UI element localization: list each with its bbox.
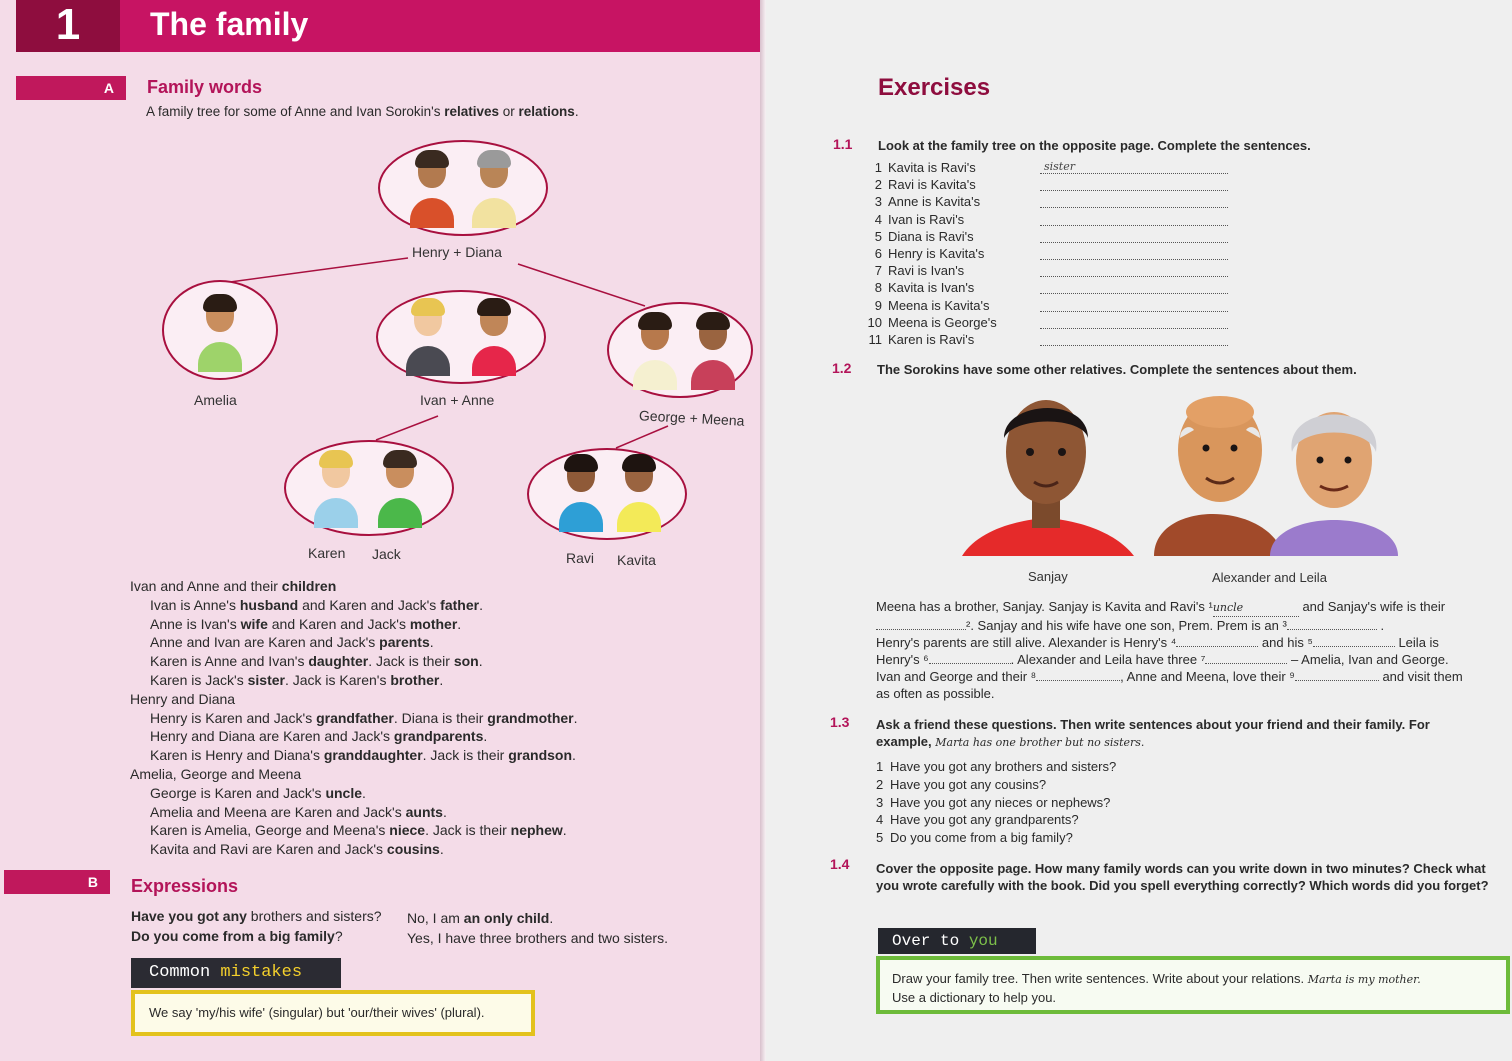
label-kavita: Kavita [617,552,656,568]
over-to-you-label-b: to [940,932,960,950]
question-1-rest: brothers and sisters? [246,908,382,924]
portrait-ivan-anne [376,290,546,384]
section-a-heading: Family words [147,77,263,97]
item-number: 4 [876,812,884,828]
answer-blank[interactable] [1040,332,1228,346]
answer-blank[interactable] [1040,298,1228,312]
ex2-text-3: ². Sanjay and his wife have one son, Prem. Prem is an ³ [966,618,1287,633]
relation-keyword: niece [389,822,426,839]
portrait-amelia [162,280,278,380]
relation-text: . [562,822,567,839]
portrait-karen-jack [284,440,454,536]
exercise-1-3-number: 1.3 [830,714,850,730]
item-text: Have you got any nieces or nephews? [890,794,1111,810]
intro-text-or: or [499,104,519,119]
blank-7[interactable] [1205,652,1287,664]
relation-keyword: brother [390,671,440,688]
relation-text: and Karen and Jack's [298,596,441,613]
relation-text: Amelia and Meena are Karen and Jack's [150,803,406,820]
relation-text: Ivan is Anne's [150,596,240,613]
ex2-text-13: as often as possible. [876,686,995,701]
family-relations-text [130,577,578,859]
leila-illustration [1270,412,1398,556]
ex2-text-11: , Anne and Meena, love their ⁹ [1120,669,1295,684]
exercise-1-2-number: 1.2 [832,360,852,376]
george-figure [633,316,677,390]
relation-text: . Jack is Karen's [284,671,391,688]
exercise-1-1-item [860,331,997,348]
exercise-1-4-number: 1.4 [830,856,850,872]
relation-keyword: grandmother [487,709,574,726]
item-number: 6 [874,246,882,262]
exercise-1-1-item [860,314,997,331]
unit-number: 1 [16,0,120,52]
diana-figure [472,154,516,228]
portrait-henry-diana [378,140,548,236]
portrait-ravi-kavita [527,448,687,540]
blank-2[interactable] [876,618,966,630]
answer-blank[interactable] [1040,194,1228,208]
blank-8[interactable] [1036,669,1120,681]
item-text: Have you got any grandparents? [890,812,1079,828]
relation-text: . [442,803,447,820]
relation-text: Karen is Anne and Ivan's [150,653,309,670]
relation-keyword: cousins [386,841,440,858]
blank-9[interactable] [1295,669,1379,681]
expression-questions [131,906,382,946]
sorokin-relatives-illustration [958,390,1398,562]
relation-text: Karen is Jack's [150,671,248,688]
relation-text: . [429,634,434,651]
item-text: Henry is Kavita's [888,246,985,262]
relation-text: Ivan and Anne and their [130,578,282,594]
relation-keyword: parents [379,634,430,651]
section-b-heading: Expressions [131,876,239,896]
relation-text: Anne is Ivan's [150,615,241,632]
exercise-1-1-number: 1.1 [833,136,853,152]
blank-6[interactable] [929,652,1011,664]
relation-text: . [439,841,444,858]
item-number: 10 [867,314,882,330]
relation-keyword: nephew [510,822,563,839]
item-text: Ravi is Ivan's [888,263,965,279]
item-number: 9 [874,297,882,313]
ex3-instruction-a: Ask a friend these questions. Then write sentences about your friend and their family. For [876,717,1430,732]
relation-text: . [457,615,462,632]
intro-bold-relations: relations [518,104,575,119]
over-to-you-label [878,928,1036,954]
label-amelia: Amelia [194,392,237,408]
relation-text: Anne and Ivan are Karen and Jack's [150,634,380,651]
relation-text: . [572,747,576,764]
relation-text: . [478,653,483,670]
relation-keyword: grandparents [393,728,484,745]
relation-line [130,633,578,652]
relation-text: . Jack is their [422,747,509,764]
question-2-bold: Do you come from a big family [131,928,335,944]
intro-text-end: . [574,104,579,119]
item-number: 2 [876,776,884,792]
relation-line [130,821,578,840]
item-text: Do you come from a big family? [890,830,1073,846]
ex3-instruction-b: example, [876,734,932,749]
item-number: 11 [868,332,882,348]
answer-1-end: . [549,910,554,926]
relation-keyword: grandfather [316,709,394,726]
exercise-1-1-instruction: Look at the family tree on the opposite page. Complete the sentences. [878,138,1311,153]
section-a-tab: A [16,76,126,100]
intro-text: A family tree for some of Anne and Ivan Sorokin's [146,104,445,119]
sanjay-illustration [962,400,1134,556]
item-text: Meena is Kavita's [888,297,990,313]
relation-text: . [479,596,483,613]
relation-line [130,577,578,596]
ex2-text-5: and his ⁵ [1258,635,1313,650]
relation-text: Henry and Diana are Karen and Jack's [150,728,394,745]
relation-keyword: granddaughter [323,747,423,764]
item-text: Diana is Ravi's [888,228,974,244]
intro-bold-relatives: relatives [444,104,500,119]
relation-text: . [483,728,488,745]
exercise-1-4-instruction: Cover the opposite page. How many family words can you write down in two minutes? Check what you wrote carefully with the book. Did you spell everything correctly? Which words did you forget? [876,861,1489,893]
exercise-1-1-list [860,159,997,348]
relation-line [130,803,578,822]
relation-line [130,615,578,634]
relation-line [130,765,578,784]
answer-blank[interactable]: sister [1040,160,1228,174]
relation-text: Kavita and Ravi are Karen and Jack's [150,841,387,858]
caption-sanjay: Sanjay [1028,569,1068,584]
item-number: 7 [874,263,882,279]
item-number: 2 [874,177,882,193]
answer-blank[interactable] [1040,280,1228,294]
item-number: 5 [874,228,882,244]
over-to-you-text-a: Draw your family tree. Then write sentences. Write about your relations. [892,971,1305,986]
relation-line [130,652,578,671]
relation-keyword: aunts [405,803,443,820]
exercise-1-1-item [860,262,997,279]
ex2-text-9: – Amelia, Ivan and George. [1287,652,1449,667]
relation-text: . Jack is their [368,653,454,670]
item-number: 4 [874,211,882,227]
answer-2: Yes, I have three brothers and two sisters. [407,930,668,946]
ravi-figure [559,458,603,532]
kavita-figure [617,458,661,532]
relation-line [130,709,578,728]
common-mistakes-label [131,958,341,988]
relation-text: . Diana is their [393,709,488,726]
relation-text: Henry and Diana [130,690,236,707]
relation-keyword: grandson [508,747,573,764]
ex2-text-8: . Alexander and Leila have three ⁷ [1010,652,1206,667]
ex2-text-4: Henry's parents are still alive. Alexander is Henry's ⁴ [876,635,1177,650]
relation-line [130,596,578,615]
relation-line [130,727,578,746]
exercise-1-1-item [860,297,997,314]
label-george-meena: George + Meena [638,407,745,429]
item-text: Have you got any cousins? [890,776,1047,792]
relation-keyword: mother [409,615,458,632]
relation-line [130,840,578,859]
item-number: 1 [874,160,882,175]
common-mistakes-box: We say 'my/his wife' (singular) but 'our/their wives' (plural). [131,990,535,1036]
relation-keyword: sister [247,671,285,688]
answer-1-bold: an only child [463,910,550,926]
item-number: 8 [874,280,882,296]
relation-line [130,671,578,690]
exercise-1-1-item [860,176,997,193]
item-text: Kavita is Ravi's [888,160,976,175]
amelia-figure [198,298,242,372]
relation-keyword: husband [239,596,299,613]
exercise-1-3-list [876,758,1116,847]
ex2-text-12: and visit them [1378,669,1463,684]
exercise-1-1-item [860,228,997,245]
ex2-text-10: Ivan and George and their ⁸ [876,669,1037,684]
answer-blank[interactable] [1040,263,1228,277]
relation-line [130,746,578,765]
section-b-tab: B [4,870,110,894]
exercise-1-3-item [876,811,1116,829]
exercise-1-1-item [860,159,997,176]
answer-blank[interactable] [1040,315,1228,329]
anne-figure [472,302,516,376]
relation-keyword: children [281,578,337,594]
relation-text: George is Karen and Jack's [150,784,326,801]
answer-blank[interactable] [1040,177,1228,191]
relation-line [130,784,578,803]
exercise-1-1-item [860,245,997,262]
ivan-figure [406,302,450,376]
henry-figure [410,154,454,228]
relation-text: Amelia, George and Meena [130,765,302,782]
expression-answers [407,908,668,948]
blank-5[interactable] [1313,635,1395,647]
common-mistakes-label-b: mistakes [220,963,303,982]
portrait-george-meena [607,302,753,398]
item-number: 5 [876,830,884,846]
exercise-1-1-item [860,279,997,296]
common-mistakes-label-a: Common [149,963,211,982]
karen-figure [314,454,358,528]
relation-text: . [573,709,578,726]
relation-text: Karen is Henry and Diana's [150,747,324,764]
jack-figure [378,454,422,528]
item-number: 3 [874,194,882,210]
label-ravi: Ravi [566,550,595,566]
relation-text: and Karen and Jack's [267,615,410,632]
over-to-you-text-b: Use a dictionary to help you. [892,990,1057,1005]
relation-keyword: uncle [325,784,363,801]
item-text: Ravi is Kavita's [888,177,976,193]
relation-keyword: son [453,653,479,670]
relation-text: . [439,671,444,688]
ex3-example: Marta has one brother but no sisters. [935,736,1145,749]
alexander-illustration [1154,396,1284,556]
unit-title: The family [150,6,309,42]
relation-keyword: daughter [308,653,369,670]
ex2-text-1: Meena has a brother, Sanjay. Sanjay is Kavita and Ravi's ¹ [876,599,1213,614]
exercise-1-3-instruction [876,716,1496,751]
label-karen: Karen [308,545,346,561]
relation-text: Karen is Amelia, George and Meena's [150,822,390,839]
ex2-text-7: Henry's ⁶ [876,652,929,667]
question-2-rest: ? [334,928,343,944]
answer-blank[interactable] [1040,212,1228,226]
blank-4[interactable] [1176,635,1258,647]
exercises-title: Exercises [878,74,991,101]
exercise-1-3-item [876,758,1116,776]
relation-keyword: wife [240,615,268,632]
answer-blank[interactable] [1040,246,1228,260]
blank-3[interactable] [1287,618,1377,630]
over-to-you-label-a: Over [892,932,931,950]
relation-text: Henry is Karen and Jack's [150,709,317,726]
relation-line [130,690,578,709]
exercise-1-3-item [876,776,1116,794]
label-henry-diana: Henry + Diana [412,244,502,260]
exercise-1-3-item [876,794,1116,812]
over-to-you-example: Marta is my mother. [1307,973,1421,986]
item-text: Kavita is Ivan's [888,280,975,296]
meena-figure [691,316,735,390]
label-jack: Jack [372,546,401,562]
exercise-1-1-item [860,193,997,210]
item-text: Meena is George's [888,314,997,330]
exercise-1-2-paragraph: Meena has a brother, Sanjay. Sanjay is Kavita and Ravi's ¹uncle and Sanjay's wife is their ². Sanjay and his wife have one son, Prem. Prem is an ³ . Henry's parents are still alive. Alexander is Henry's ⁴ and his ⁵ Leila is Henry's ⁶ . Alexander and Leila have three ⁷ – Amelia, Ivan and George. Ivan and George and their ⁸ , Anne and Meena, love their ⁹ and visit them as often as possible. [876,598,1498,702]
exercise-1-1-item [860,211,997,228]
ex2-text-6: Leila is [1394,635,1439,650]
over-to-you-label-c: you [968,932,998,950]
item-text: Ivan is Ravi's [888,211,965,227]
item-number: 3 [876,794,884,810]
over-to-you-box [876,956,1510,1014]
label-ivan-anne: Ivan + Anne [420,392,495,408]
item-number: 1 [876,759,884,774]
relation-keyword: father [440,596,480,613]
relation-text: . [362,784,366,801]
item-text: Anne is Kavita's [888,194,981,210]
exercise-1-3-item [876,829,1116,847]
ex2-text-2: and Sanjay's wife is their [1298,599,1446,614]
question-1-bold: Have you got any [131,908,247,924]
relation-text: . Jack is their [425,822,511,839]
item-text: Karen is Ravi's [888,332,975,348]
exercise-1-2-instruction: The Sorokins have some other relatives. Complete the sentences about them. [877,362,1357,377]
item-text: Have you got any brothers and sisters? [890,759,1117,774]
ex2-example-answer: uncle [1213,599,1299,617]
caption-alexander-leila: Alexander and Leila [1212,570,1327,585]
answer-blank[interactable] [1040,229,1228,243]
answer-1-start: No, I am [407,910,464,926]
